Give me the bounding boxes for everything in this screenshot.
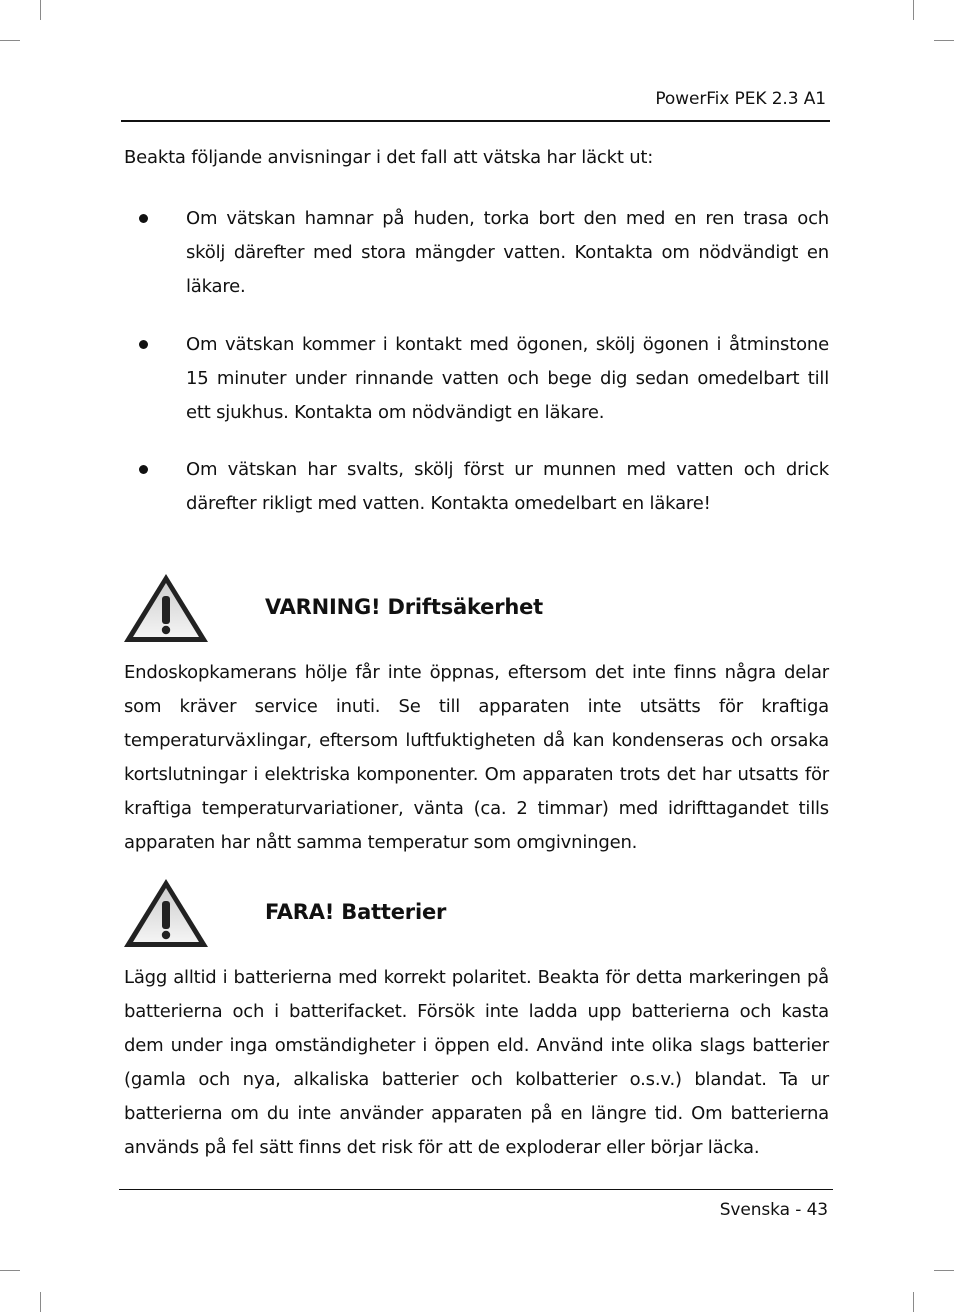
section-body: Lägg alltid i batterierna med korrekt polaritet. Beakta för detta markeringen på batterierna och i batterifacket. Försök inte ladda upp batterierna och kasta dem under inga omständigheter i öppen eld. Använd inte olika slags batterier (gamla och nya, alkaliska batterier och kolbatterier o.s.v.) blandat. Ta ur batterierna om du inte använder apparaten på en längre tid. Om batterierna används på fel sätt finns det risk för att de exploderar eller börjar läcka. [124,967,829,1158]
bullet-text: Om vätskan hamnar på huden, torka bort den med en ren trasa och skölj därefter med stora mängder vatten. Kontakta om nödvändigt en läkare. [186,208,829,297]
bullet-icon [139,214,148,223]
bullet-item [124,328,829,430]
bullet-icon [139,465,148,474]
section-heading: FARA! Batterier [265,900,447,924]
crop-mark [0,40,20,41]
section-body: Endoskopkamerans hölje får inte öppnas, eftersom det inte finns några delar som kräver service inuti. Se till apparaten inte utsätts för kraftiga temperaturväxlingar, eftersom luftfuktigheten då kan kondenseras och orsaka kortslutningar i elektriska komponenter. Om apparaten trots det har utsatts för kraftiga temperaturvariationer, vänta (ca. 2 timmar) med idrifttagandet tills apparaten har nått samma temperatur som omgivningen. [124,662,829,853]
crop-mark [934,40,954,41]
header-rule [121,120,830,122]
crop-mark [40,1292,41,1312]
bullet-item [124,202,829,304]
crop-mark [40,0,41,20]
page-header-title: PowerFix PEK 2.3 A1 [655,89,826,109]
crop-mark [934,1270,954,1271]
intro-text: Beakta följande anvisningar i det fall att vätska har läckt ut: [124,147,654,168]
bullet-icon [139,340,148,349]
page-footer-label: Svenska - 43 [719,1200,828,1220]
crop-mark [913,0,914,20]
crop-mark [0,1270,20,1271]
crop-mark [913,1292,914,1312]
bullet-text: Om vätskan har svalts, skölj först ur munnen med vatten och drick därefter rikligt med vatten. Kontakta omedelbart en läkare! [186,459,829,514]
warning-triangle-icon [122,572,210,644]
footer-rule [119,1189,833,1190]
section-heading: VARNING! Driftsäkerhet [265,595,544,619]
bullet-item [124,453,829,521]
bullet-text: Om vätskan kommer i kontakt med ögonen, skölj ögonen i åtminstone 15 minuter under rinnande vatten och bege dig sedan omedelbart till ett sjukhus. Kontakta om nödvändigt en läkare. [186,334,829,423]
warning-triangle-icon [122,877,210,949]
